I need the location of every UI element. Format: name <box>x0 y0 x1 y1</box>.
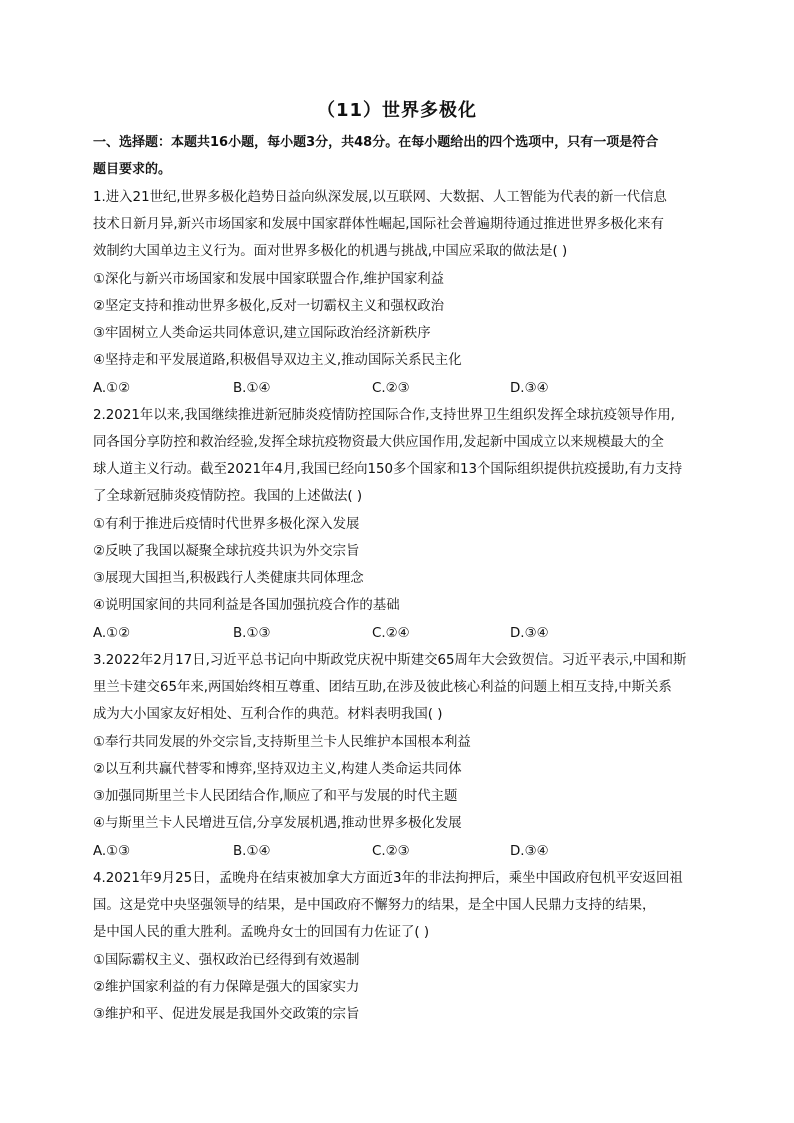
q2-options <box>93 626 713 642</box>
q1-stem-line-2: 技术日新月异,新兴市场国家和发展中国家群体性崛起,国际社会普遍期待通过推进世界多极化来有 <box>93 217 664 232</box>
q2-option-b: B.①③ <box>233 626 271 641</box>
q3-item-1: ①奉行共同发展的外交宗旨,支持斯里兰卡人民维护本国根本利益 <box>93 735 471 750</box>
q2-item-2: ②反映了我国以凝聚全球抗疫共识为外交宗旨 <box>93 544 360 559</box>
q1-stem-line-3: 效制约大国单边主义行为。面对世界多极化的机遇与挑战,中国应采取的做法是( ) <box>93 244 568 259</box>
q2-option-c: C.②④ <box>372 626 410 641</box>
q2-stem-line-1: 2.2021年以来,我国继续推进新冠肺炎疫情防控国际合作,支持世界卫生组织发挥全球抗疫领导作用, <box>93 408 675 423</box>
q1-option-d: D.③④ <box>510 381 549 396</box>
q3-item-4: ④与斯里兰卡人民增进互信,分享发展机遇,推动世界多极化发展 <box>93 816 462 831</box>
q1-options <box>93 381 713 397</box>
q2-item-3: ③展现大国担当,积极践行人类健康共同体理念 <box>93 571 364 586</box>
q1-option-b: B.①④ <box>233 381 271 396</box>
q2-stem-line-3: 球人道主义行动。截至2021年4月,我国已经向150多个国家和13个国际组织提供抗疫援助,有力支持 <box>93 462 683 477</box>
q2-item-1: ①有利于推进后疫情时代世界多极化深入发展 <box>93 517 360 532</box>
q3-option-d: D.③④ <box>510 844 549 859</box>
q4-stem-line-1: 4.2021年9月25日，孟晚舟在结束被加拿大方面近3年的非法拘押后，乘坐中国政府包机平安返回祖 <box>93 871 683 886</box>
q1-item-2: ②坚定支持和推动世界多极化,反对一切霸权主义和强权政治 <box>93 299 445 314</box>
q3-stem-line-1: 3.2022年2月17日,习近平总书记向中斯政党庆祝中斯建交65周年大会致贺信。习近平表示,中国和斯 <box>93 653 687 668</box>
q1-item-4: ④坚持走和平发展道路,积极倡导双边主义,推动国际关系民主化 <box>93 353 462 368</box>
q2-option-a: A.①② <box>93 626 131 641</box>
page-title: （11）世界多极化 <box>316 100 478 121</box>
section-instructions-line-2: 题目要求的。 <box>93 162 172 177</box>
q4-item-3: ③维护和平、促进发展是我国外交政策的宗旨 <box>93 1007 360 1022</box>
q4-item-2: ②维护国家利益的有力保障是强大的国家实力 <box>93 980 360 995</box>
q2-stem-line-4: 了全球新冠肺炎疫情防控。我国的上述做法( ) <box>93 489 363 504</box>
q3-item-2: ②以互利共赢代替零和博弈,坚持双边主义,构建人类命运共同体 <box>93 762 462 777</box>
q3-option-b: B.①④ <box>233 844 271 859</box>
q4-stem-line-3: 是中国人民的重大胜利。孟晚舟女士的回国有力佐证了( ) <box>93 925 430 940</box>
q1-option-c: C.②③ <box>372 381 410 396</box>
q3-option-a: A.①③ <box>93 844 131 859</box>
section-instructions-line-1: 一、选择题：本题共16小题，每小题3分，共48分。在每小题给出的四个选项中，只有一项是符合 <box>93 135 659 150</box>
q4-item-1: ①国际霸权主义、强权政治已经得到有效遏制 <box>93 953 360 968</box>
q4-stem-line-2: 国。这是党中央坚强领导的结果，是中国政府不懈努力的结果，是全中国人民鼎力支持的结果， <box>93 898 656 913</box>
q3-options <box>93 844 713 860</box>
q1-stem-line-1: 1.进入21世纪,世界多极化趋势日益向纵深发展,以互联网、大数据、人工智能为代表的新一代信息 <box>93 190 667 205</box>
q2-option-d: D.③④ <box>510 626 549 641</box>
q3-stem-line-3: 成为大小国家友好相处、互利合作的典范。材料表明我国( ) <box>93 707 443 722</box>
q2-item-4: ④说明国家间的共同利益是各国加强抗疫合作的基础 <box>93 598 400 613</box>
q2-stem-line-2: 同各国分享防控和救治经验,发挥全球抗疫物资最大供应国作用,发起新中国成立以来规模最大的全 <box>93 435 664 450</box>
q1-item-3: ③牢固树立人类命运共同体意识,建立国际政治经济新秩序 <box>93 326 431 341</box>
q3-item-3: ③加强同斯里兰卡人民团结合作,顺应了和平与发展的时代主题 <box>93 789 458 804</box>
q3-stem-line-2: 里兰卡建交65年来,两国始终相互尊重、团结互助,在涉及彼此核心利益的问题上相互支持,中斯关系 <box>93 680 672 695</box>
q1-option-a: A.①② <box>93 381 131 396</box>
q3-option-c: C.②③ <box>372 844 410 859</box>
q1-item-1: ①深化与新兴市场国家和发展中国家联盟合作,维护国家利益 <box>93 272 445 287</box>
